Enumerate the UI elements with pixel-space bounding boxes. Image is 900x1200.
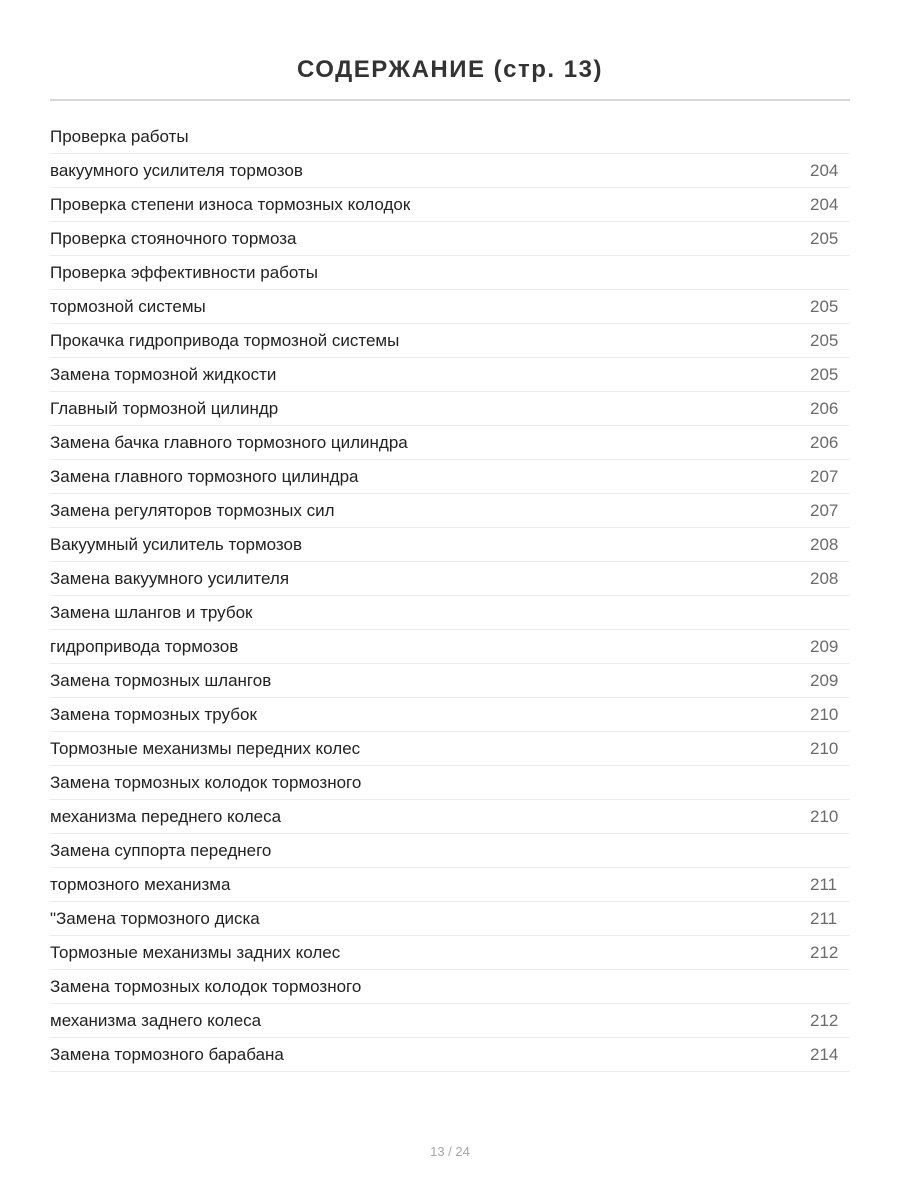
toc-entry-title: Проверка эффективности работы <box>50 263 318 282</box>
toc-entry-page: 205 <box>810 365 839 384</box>
toc-entry <box>50 392 850 426</box>
toc-entry <box>50 698 850 732</box>
toc-entry-title: Замена тормозных колодок тормозного <box>50 773 362 792</box>
toc-entry-title: Проверка степени износа тормозных колодок <box>50 195 411 214</box>
toc-entry-page: 211 <box>810 875 838 894</box>
toc-entry <box>50 800 850 834</box>
toc-entry-title: Замена вакуумного усилителя <box>50 569 290 588</box>
toc-entry-title: Вакуумный усилитель тормозов <box>50 535 302 554</box>
toc-entry-page: 208 <box>810 535 839 554</box>
toc-entry <box>50 222 850 256</box>
toc-entry-title: Проверка работы <box>50 127 189 146</box>
toc-entry <box>50 188 850 222</box>
toc-entry <box>50 154 850 188</box>
toc-entry-page: 207 <box>810 501 839 520</box>
toc-entry-title: Замена тормозных трубок <box>50 705 257 724</box>
toc-entry-title: Замена шлангов и трубок <box>50 603 253 622</box>
toc-entry <box>50 1038 850 1072</box>
toc-entry <box>50 834 850 868</box>
toc-entry-title: Замена бачка главного тормозного цилиндра <box>50 433 408 452</box>
toc-entry-page: 207 <box>810 467 839 486</box>
toc-entry <box>50 732 850 766</box>
toc-entry-title: Тормозные механизмы передних колес <box>50 739 361 758</box>
page-indicator: 13 / 24 <box>430 1144 470 1159</box>
toc-entry-title: Главный тормозной цилиндр <box>50 399 279 418</box>
toc-entry-title: Прокачка гидропривода тормозной системы <box>50 331 400 350</box>
toc-entry-page: 210 <box>810 807 839 826</box>
toc-entry-title: механизма заднего колеса <box>50 1011 262 1030</box>
toc-entry-title: тормозной системы <box>50 297 206 316</box>
toc-entry-page: 205 <box>810 229 839 248</box>
toc-entry-title: Замена тормозных шлангов <box>50 671 272 690</box>
toc-entry-page: 206 <box>810 399 839 418</box>
toc-entry-title: механизма переднего колеса <box>50 807 282 826</box>
toc-entry-title: Тормозные механизмы задних колес <box>50 943 341 962</box>
toc-entry <box>50 324 850 358</box>
toc-entry-page: 209 <box>810 671 839 690</box>
toc-entry <box>50 596 850 630</box>
toc-entry <box>50 358 850 392</box>
toc-entry-title: Замена регуляторов тормозных сил <box>50 501 335 520</box>
toc-entry <box>50 630 850 664</box>
toc-entry <box>50 256 850 290</box>
toc-entry-title: тормозного механизма <box>50 875 231 894</box>
table-of-contents <box>50 120 850 1072</box>
toc-entry <box>50 902 850 936</box>
toc-entry-page: 210 <box>810 705 839 724</box>
toc-entry <box>50 290 850 324</box>
toc-entry-page: 206 <box>810 433 839 452</box>
toc-entry-page: 204 <box>810 195 839 214</box>
toc-entry-title: Замена суппорта переднего <box>50 841 272 860</box>
toc-entry-page: 212 <box>810 1011 839 1030</box>
toc-entry-title: гидропривода тормозов <box>50 637 239 656</box>
toc-entry-page: 210 <box>810 739 839 758</box>
toc-entry-title: вакуумного усилителя тормозов <box>50 161 303 180</box>
toc-entry-title: "Замена тормозного диска <box>50 909 260 928</box>
toc-entry <box>50 528 850 562</box>
toc-entry <box>50 936 850 970</box>
toc-entry-page: 205 <box>810 331 839 350</box>
toc-entry <box>50 460 850 494</box>
toc-entry-page: 208 <box>810 569 839 588</box>
toc-entry-page: 214 <box>810 1045 839 1064</box>
toc-entry-title: Замена тормозной жидкости <box>50 365 277 384</box>
toc-entry <box>50 494 850 528</box>
toc-entry-page: 209 <box>810 637 839 656</box>
toc-entry-title: Замена тормозных колодок тормозного <box>50 977 362 996</box>
toc-entry-title: Проверка стояночного тормоза <box>50 229 297 248</box>
toc-entry-title: Замена тормозного барабана <box>50 1045 284 1064</box>
toc-entry-page: 205 <box>810 297 839 316</box>
toc-entry <box>50 766 850 800</box>
toc-entry <box>50 664 850 698</box>
toc-entry <box>50 868 850 902</box>
toc-entry <box>50 562 850 596</box>
toc-entry-page: 211 <box>810 909 838 928</box>
toc-entry <box>50 970 850 1004</box>
toc-entry-page: 212 <box>810 943 839 962</box>
title-divider <box>50 99 850 101</box>
page-title: СОДЕРЖАНИЕ (стр. 13) <box>297 56 603 84</box>
toc-entry-page: 204 <box>810 161 839 180</box>
toc-entry <box>50 426 850 460</box>
toc-entry-title: Замена главного тормозного цилиндра <box>50 467 359 486</box>
toc-entry <box>50 1004 850 1038</box>
toc-entry <box>50 120 850 154</box>
